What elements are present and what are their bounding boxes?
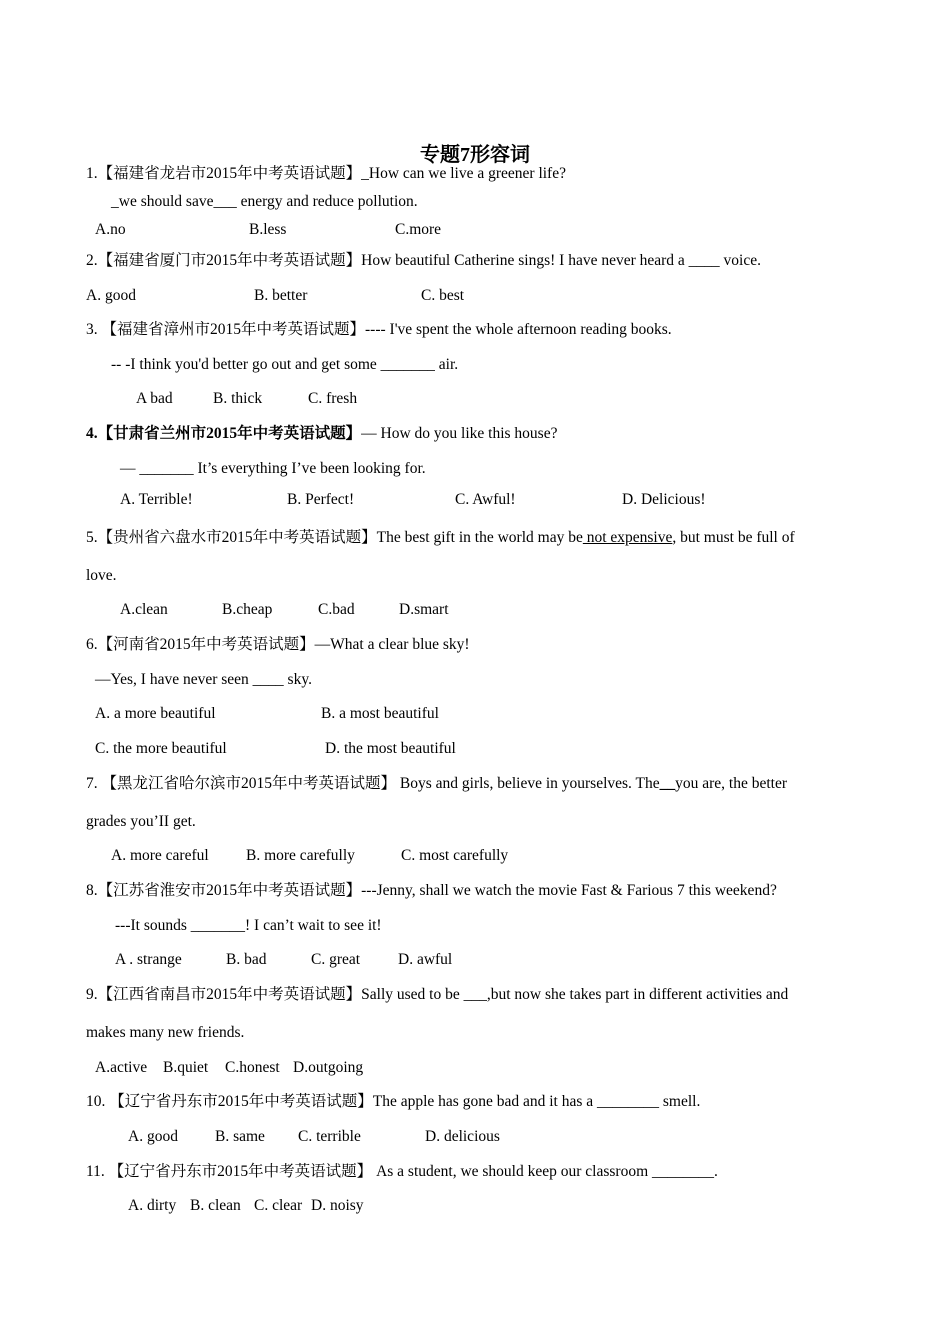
question-text: Boys and girls, believe in yourselves. The <box>396 775 660 792</box>
option-d: D. the most beautiful <box>325 740 456 757</box>
page-title: 专题7形容词 <box>420 144 530 166</box>
option-a: A.clean <box>120 601 168 618</box>
option-c: C. terrible <box>298 1128 361 1145</box>
question-text: As a student, we should keep our classroom ________. <box>372 1163 718 1180</box>
question-text: — _______ It’s everything I’ve been looking for. <box>120 460 426 477</box>
question-source: 10. 【辽宁省丹东市2015年中考英语试题】 <box>86 1093 373 1110</box>
question-source: 4.【甘肃省兰州市2015年中考英语试题】 <box>86 425 362 442</box>
option-d: D.outgoing <box>293 1059 364 1076</box>
question-source: 2.【福建省厦门市2015年中考英语试题】 <box>86 252 362 269</box>
option-b: B. Perfect! <box>287 491 355 508</box>
option-c: C.honest <box>225 1059 280 1076</box>
question-text: grades you’II get. <box>86 813 196 830</box>
question-text: How beautiful Catherine sings! I have never heard a ____ voice. <box>361 252 761 269</box>
option-b: B. thick <box>213 390 263 407</box>
question-11 <box>86 1162 718 1182</box>
question-3 <box>86 320 672 340</box>
question-source: 7. 【黑龙江省哈尔滨市2015年中考英语试题】 <box>86 775 397 792</box>
option-c: C. the more beautiful <box>95 740 227 757</box>
option-d: D.smart <box>399 601 449 618</box>
option-b: B.quiet <box>163 1059 209 1076</box>
question-text: ---Jenny, shall we watch the movie Fast & Farious 7 this weekend? <box>361 882 777 899</box>
option-b: B.less <box>249 221 287 238</box>
option-a: A. a more beautiful <box>95 705 216 722</box>
question-text: -- -I think you'd better go out and get some _______ air. <box>111 356 459 373</box>
question-text: ---It sounds _______! I can’t wait to see it! <box>115 917 382 934</box>
question-source: 11. 【辽宁省丹东市2015年中考英语试题】 <box>86 1163 373 1180</box>
option-d: D. noisy <box>311 1197 364 1214</box>
option-d: D. Delicious! <box>622 491 706 508</box>
option-a: A. Terrible! <box>120 491 193 508</box>
question-1 <box>86 164 566 184</box>
option-b: B. a most beautiful <box>321 705 439 722</box>
question-source: 8.【江苏省淮安市2015年中考英语试题】 <box>86 882 362 899</box>
option-c: C. most carefully <box>401 847 509 864</box>
question-text: The apple has gone bad and it has a ________ smell. <box>372 1093 701 1110</box>
option-b: B. same <box>215 1128 265 1145</box>
option-b: B. more carefully <box>246 847 355 864</box>
option-a: A. good <box>86 287 136 304</box>
option-c: C.bad <box>318 601 355 618</box>
option-b: B. clean <box>190 1197 241 1214</box>
option-a: A bad <box>136 390 173 407</box>
question-text: makes many new friends. <box>86 1024 245 1041</box>
question-9 <box>86 985 788 1005</box>
option-d: D. delicious <box>425 1128 500 1145</box>
question-source: 6.【河南省2015年中考英语试题】 <box>86 636 315 653</box>
question-8 <box>86 881 777 901</box>
option-a: A.no <box>95 221 126 238</box>
question-text: —What a clear blue sky! <box>314 636 470 653</box>
option-c: C. great <box>311 951 361 968</box>
question-text: Sally used to be ___,but now she takes part in different activities and <box>361 986 789 1003</box>
question-source: 1.【福建省龙岩市2015年中考英语试题】 <box>86 165 362 182</box>
question-text: love. <box>86 567 117 584</box>
question-source: 3. 【福建省漳州市2015年中考英语试题】 <box>86 321 366 338</box>
option-b: B. better <box>254 287 308 304</box>
question-text: —Yes, I have never seen ____ sky. <box>95 671 312 688</box>
option-c: C. fresh <box>308 390 358 407</box>
question-10 <box>86 1092 700 1112</box>
question-4 <box>86 424 557 444</box>
option-a: A. more careful <box>111 847 209 864</box>
question-text: _we should save___ energy and reduce pollution. <box>111 193 418 210</box>
question-text: ---- I've spent the whole afternoon reading books. <box>365 321 672 338</box>
question-text: The best gift in the world may be <box>376 529 583 546</box>
question-text: you are, the better <box>675 775 788 792</box>
option-b: B. bad <box>226 951 267 968</box>
option-c: C.more <box>395 221 442 238</box>
option-b: B.cheap <box>222 601 273 618</box>
question-source: 9.【江西省南昌市2015年中考英语试题】 <box>86 986 362 1003</box>
option-a: A . strange <box>115 951 182 968</box>
option-a: A. good <box>128 1128 178 1145</box>
blank: __ <box>659 775 676 792</box>
option-a: A.active <box>95 1059 148 1076</box>
question-text: , but must be full of <box>672 529 795 546</box>
question-2 <box>86 251 761 271</box>
option-c: C. clear <box>254 1197 303 1214</box>
underlined-phrase: not expensive <box>582 529 673 546</box>
question-text: — How do you like this house? <box>361 425 558 442</box>
question-7 <box>86 774 787 794</box>
question-source: 5.【贵州省六盘水市2015年中考英语试题】 <box>86 529 377 546</box>
question-6 <box>86 635 470 655</box>
option-a: A. dirty <box>128 1197 177 1214</box>
question-text: _How can we live a greener life? <box>361 165 566 182</box>
question-5 <box>86 528 795 548</box>
option-c: C. best <box>421 287 465 304</box>
option-d: D. awful <box>398 951 453 968</box>
option-c: C. Awful! <box>455 491 516 508</box>
